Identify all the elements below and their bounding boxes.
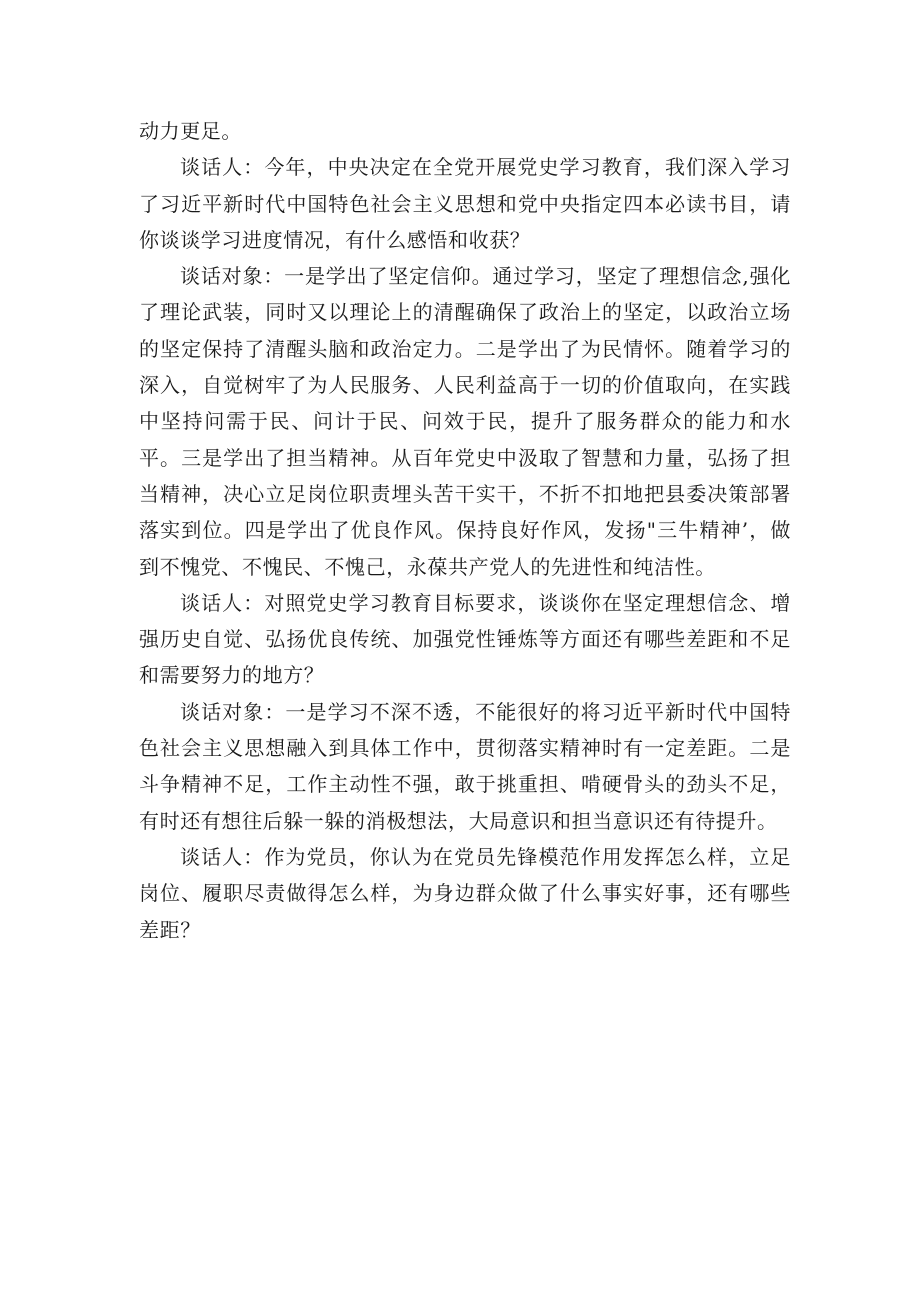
paragraph-interviewer-question-1: 谈话人：今年，中央决定在全党开展党史学习教育，我们深入学习了习近平新时代中国特色社会主义思想和党中央指定四本必读书目，请你谈谈学习进度情况，有什么感悟和收获？ [139,155,791,252]
paragraph-continuation: 动力更足。 [139,119,242,143]
paragraph-interviewee-answer-1: 谈话对象：一是学出了坚定信仰。通过学习，坚定了理想信念,强化了理论武装，同时又以理论上的清醒确保了政治上的坚定，以政治立场的坚定保持了清醒头脑和政治定力。二是学出了为民情怀。随着学习的深入，自觉树牢了为人民服务、人民利益高于一切的价值取向，在实践中坚持问需于民、问计于民、问效于民，提升了服务群众的能力和水平。三是学出了担当精神。从百年党史中汲取了智慧和力量，弘扬了担当精神，决心立足岗位职责埋头苦干实干，不折不扣地把县委决策部署落实到位。四是学出了优良作风。保持良好作风，发扬"三牛精神’，做到不愧党、不愧民、不愧己，永葆共产党人的先进性和纯洁性。 [139,264,791,579]
document-body [139,113,791,948]
paragraph-interviewer-question-2: 谈话人：对照党史学习教育目标要求，谈谈你在坚定理想信念、增强历史自觉、弘扬优良传统、加强党性锤炼等方面还有哪些差距和不足和需要努力的地方？ [139,590,791,688]
paragraph-interviewer-question-3: 谈话人：作为党员，你认为在党员先锋模范作用发挥怎么样，立足岗位、履职尽责做得怎么样，为身边群众做了什么事实好事，还有哪些差距？ [139,844,791,942]
paragraph-interviewee-answer-2: 谈话对象：一是学习不深不透，不能很好的将习近平新时代中国特色社会主义思想融入到具体工作中，贯彻落实精神时有一定差距。二是斗争精神不足，工作主动性不强，敢于挑重担、啃硬骨头的劲头不足，有时还有想往后躲一躲的消极想法，大局意识和担当意识还有待提升。 [139,699,791,833]
